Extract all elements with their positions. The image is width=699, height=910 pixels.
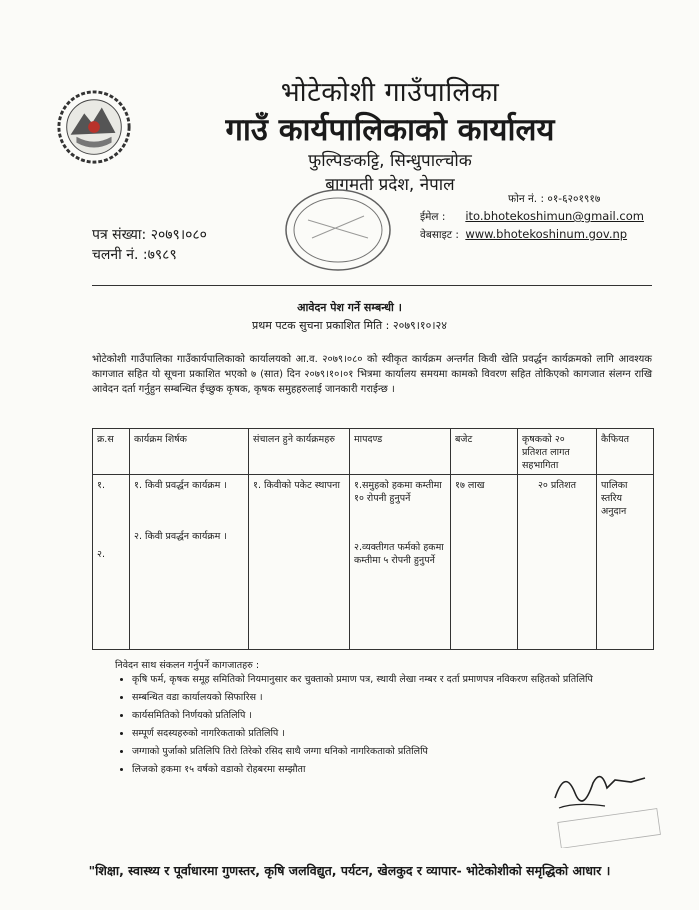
website-line <box>420 227 627 242</box>
phone-label: फोन नं. : <box>508 193 545 205</box>
list-item: • कृषि फर्म, कृषक समूह समितिको नियमानुसार कर चुक्ताको प्रमाण पत्र, स्थायी लेखा नम्बर र दर्ता प्रमाणपत्र नविकरण सहितको प्रतिलिपि <box>132 673 652 687</box>
dispatch-number: चलनी नं. :७९८९ <box>92 247 177 263</box>
office-name-line1: भोटेकोशी गाउँपालिका <box>280 77 500 108</box>
col-header-remarks: कैफियत <box>597 429 654 475</box>
email-line <box>420 209 644 224</box>
header-divider <box>92 285 652 286</box>
program-table <box>92 428 654 650</box>
cell-activity: १. किवीको पकेट स्थापना <box>249 475 350 650</box>
email-link[interactable]: ito.bhotekoshimun@gmail.com <box>465 209 644 223</box>
footer-motto: "शिक्षा, स्वास्थ्य र पूर्वाधारमा गुणस्तर, कृषि जलविद्युत, पर्यटन, खेलकुद र व्यापार- भोटेकोशीको समृद्धिको आधार । <box>88 863 611 878</box>
publish-date: प्रथम पटक सुचना प्रकाशित मिति : २०७९।१०।२४ <box>252 319 447 332</box>
office-name-line2: गाउँ कार्यपालिकाको कार्यालय <box>225 112 555 148</box>
criteria-2: २.व्यक्तीगत फर्मको हकमा कम्तीमा ५ रोपनी हुनुपर्ने <box>354 542 444 566</box>
list-item: • सम्बन्धित वडा कार्यालयको सिफारिस । <box>132 691 652 705</box>
program-2: २. किवी प्रवर्द्धन कार्यक्रम । <box>134 531 227 542</box>
col-header-share: कृषकको २० प्रतिशत लागत सहभागिता <box>518 429 597 475</box>
col-header-program: कार्यक्रम शिर्षक <box>130 429 249 475</box>
list-item: • कार्यसमितिको निर्णयको प्रतिलिपि । <box>132 709 652 723</box>
program-1: १. किवी प्रवर्द्धन कार्यक्रम । <box>134 480 227 491</box>
sn-2: २. <box>97 549 105 560</box>
col-header-criteria: मापदण्ड <box>350 429 451 475</box>
cell-sn <box>93 475 130 650</box>
list-item: • जग्गाको पुर्जाको प्रतिलिपि तिरो तिरेको रसिद साथै जग्गा धनिको नागरिकताको प्रतिलिपि <box>132 745 652 759</box>
criteria-1: १.समुहको हकमा कम्तीमा १० रोपनी हुनुपर्ने <box>354 480 442 504</box>
cell-criteria <box>350 475 451 650</box>
reference-number: पत्र संख्या: २०७९।०८० <box>92 227 207 243</box>
notice-subject: आवेदन पेश गर्ने सम्बन्धी । <box>297 301 402 314</box>
col-header-activity: संचालन हुने कार्यक्रमहरु <box>249 429 350 475</box>
list-item: • सम्पूर्ण सदस्यहरुको नागरिकताको प्रतिलिपि । <box>132 727 652 741</box>
cell-program <box>130 475 249 650</box>
nepal-emblem-icon <box>55 88 133 166</box>
office-address-line2: बागमती प्रदेश, नेपाल <box>325 175 455 195</box>
list-item: • लिजको हकमा १५ वर्षको वडाको रोहबरमा सम्झौता <box>132 763 652 777</box>
col-header-budget: बजेट <box>451 429 518 475</box>
website-label: वेबसाइट : <box>420 229 459 241</box>
col-header-sn: क्र.स <box>93 429 130 475</box>
office-address-line1: फुल्पिङकट्टि, सिन्धुपाल्चोक <box>308 151 472 171</box>
cell-remarks: पालिका स्तरिय अनुदान <box>597 475 654 650</box>
website-link[interactable]: www.bhotekoshinum.gov.np <box>465 227 628 241</box>
signature-icon <box>545 758 665 848</box>
office-stamp-icon <box>278 180 398 280</box>
cell-budget: १७ लाख <box>451 475 518 650</box>
sn-1: १. <box>97 480 105 491</box>
notice-body: भोटेकोशी गाउँपालिका गाउँकार्यपालिकाको कार्यालयको आ.व. २०७९।०८० को स्वीकृत कार्यक्रम अन्तर्गत किवी खेति प्रवर्द्धन कार्यक्रमको लागि आवश्यक कागजात सहित यो सूचना प्रकाशित भएको ७ (सात) दिन २०७९।१०।०१ भित्रमा कार्यालय समयमा कामको विवरण सहित तोकिएको कागजात संलग्न राखि आवेदन दर्ता गर्नुहुन सम्बन्धित ईच्छुक कृषक, कृषक समुहहरुलाई जानकारी गराईन्छ । <box>92 354 652 395</box>
documents-heading: निवेदन साथ संकलन गर्नुपर्ने कागजातहरु : <box>115 660 260 671</box>
table-row <box>93 475 654 650</box>
cell-share: २० प्रतिशत <box>518 475 597 650</box>
phone-line <box>508 192 600 206</box>
phone-number: ०१-६२०१९१७ <box>547 193 601 205</box>
email-label: ईमेल : <box>420 211 446 223</box>
table-header-row <box>93 429 654 475</box>
